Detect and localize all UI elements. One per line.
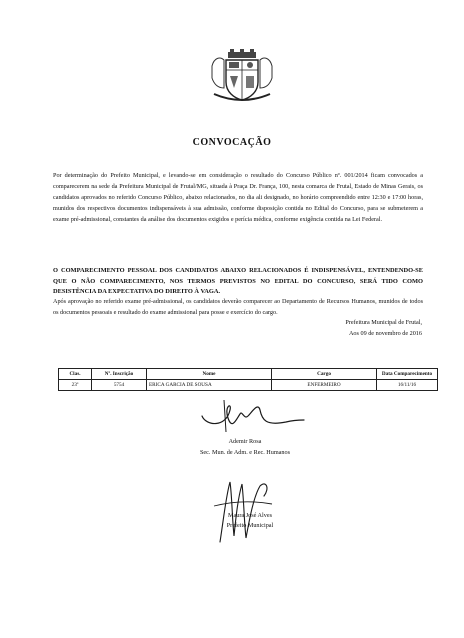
municipal-coat-of-arms [206,48,278,106]
signatory-role: Prefeito Municipal [226,522,274,529]
cell-position: ENFERMEIRO [272,380,377,391]
signatory-name: Maura José Alves [228,512,272,519]
mandatory-attendance-notice: O COMPARECIMENTO PESSOAL DOS CANDIDATOS ABAIXO RELACIONADOS É INDISPENSÁVEL, ENTENDENDO-SE QUE O NÃO COMPARECIMENTO, NOS TERMOS PREVISTOS NO EDITAL DO CONCURSO, SERÁ TIDO COMO DESISTÊNCIA DA EXPECTATIVA DO DIREITO À VAGA. [53,267,423,295]
header-attendance-date: Data Comparecimento [377,369,438,380]
cell-registration-number: 5754 [92,380,147,391]
convocation-paragraph: Por determinação do Prefeito Municipal, e levando-se em consideração o resultado do Concurso Público nº. 001/2014 ficam convocados a comparecerem na sede da Prefeitura Municipal de Frutal/MG, situada à Praça Dr. França, 100, nesta comarca de Frutal, Estado de Minas Gerais, os candidatos aprovados no referido Concurso Público, abaixo relacionados, no dia ali designado, no horário compreendido entre 12:30 e 17:00 horas, munidos dos respectivos documentos indispensáveis à sua admissão, conforme disposição contida no Edital do Concurso, para se submeterem a exame pré-admissional, constantes da análise dos documentos exigidos e perícia médica, conforme exigência contida na Lei Federal. [53,172,423,223]
signatory-name: Ademir Rosa [228,438,262,445]
signature-mayor [210,476,275,546]
header-position: Cargo [272,369,377,380]
signature-secretary [196,396,306,436]
cell-attendance-date: 16/11/16 [377,380,438,391]
candidates-table [58,368,438,391]
issuing-place: Prefeitura Municipal de Frutal, [345,319,422,326]
cell-classification: 23º [59,380,92,391]
header-registration-number: Nº. Inscrição [92,369,147,380]
signatory-role: Sec. Mun. de Adm. e Rec. Humanos [199,449,291,456]
document-title: CONVOCAÇÃO [192,137,272,148]
table-header-row [59,369,438,380]
table-row [59,380,438,391]
header-classification: Clas. [59,369,92,380]
header-name: Nome [147,369,272,380]
issue-date: Aos 09 de novembro de 2016 [348,330,422,337]
cell-name: ERICA GARCIA DE SOUSA [147,380,272,391]
post-exam-instructions: Após aprovação no referido exame pré-admissional, os candidatos deverão comparecer ao Departamento de Recursos Humanos, munidos de todos os documentos pessoais e resultado do exame admissional para posse e exercício do cargo. [53,298,423,316]
